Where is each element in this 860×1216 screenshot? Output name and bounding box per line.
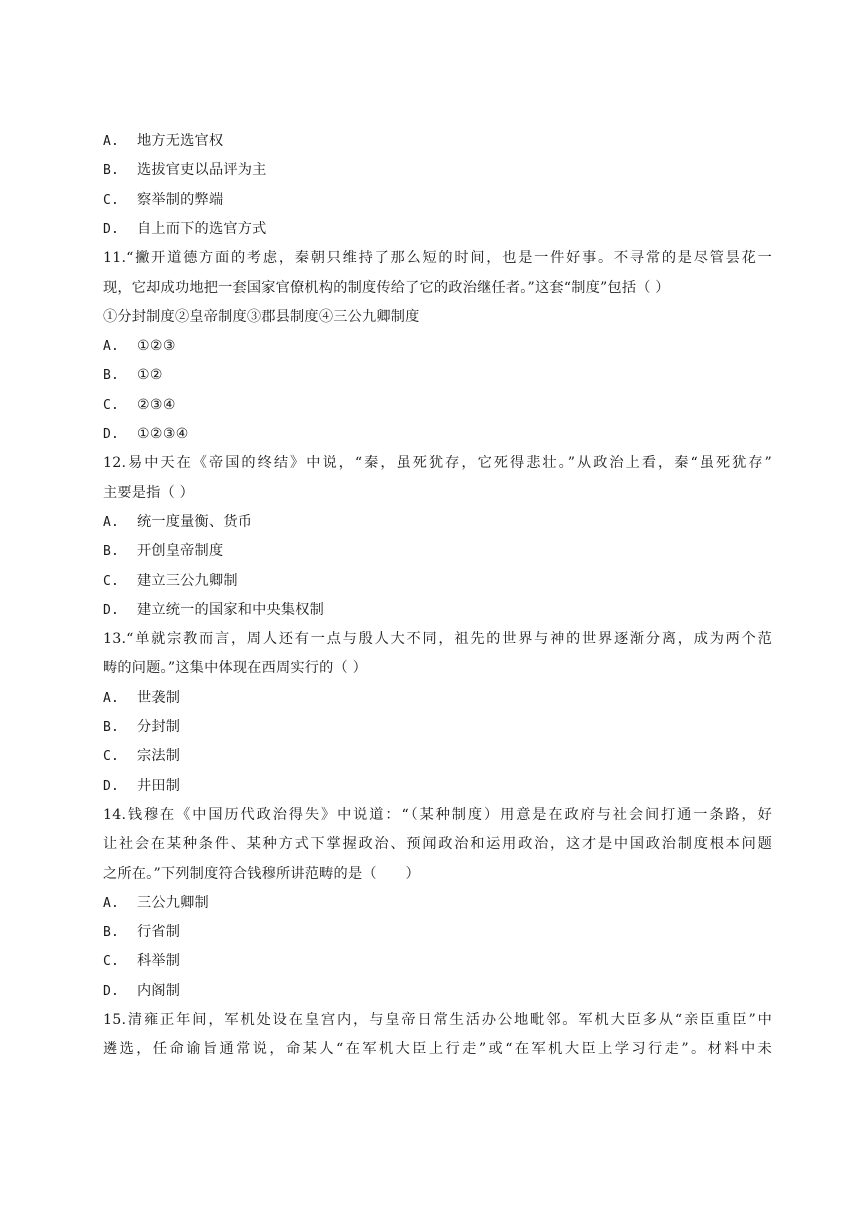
- option-text: 建立统一的国家和中央集权制: [137, 601, 325, 618]
- answer-option: [103, 131, 772, 152]
- option-text: 建立三公九卿制: [137, 572, 238, 589]
- option-letter: C.: [103, 397, 120, 413]
- answer-option: [103, 746, 772, 767]
- answer-option: [103, 951, 772, 972]
- option-letter: C.: [103, 573, 120, 589]
- answer-option: [103, 600, 772, 621]
- option-text: 科举制: [137, 953, 181, 970]
- answer-option: [103, 776, 772, 797]
- option-text: 宗法制: [137, 748, 181, 765]
- option-text: 井田制: [137, 777, 181, 794]
- option-letter: A.: [103, 339, 120, 355]
- answer-option: [103, 688, 772, 709]
- question-text-line: 13.“单就宗教而言，周人还有一点与殷人大不同，祖先的世界与神的世界逐渐分离，成为两个范: [103, 631, 772, 648]
- option-letter: B.: [103, 925, 120, 941]
- answer-option: [103, 893, 772, 914]
- question-text-line: 现，它却成功地把一套国家官僚机构的制度传给了它的政治继任者。”这套“制度”包括（ ）: [103, 279, 670, 296]
- option-text: 世袭制: [137, 689, 181, 706]
- option-letter: B.: [103, 544, 120, 560]
- option-letter: A.: [103, 514, 120, 530]
- answer-option: [103, 512, 772, 533]
- question-text-line: 主要是指（ ）: [103, 484, 195, 501]
- option-letter: D.: [103, 221, 120, 237]
- option-text: ②③④: [137, 396, 176, 413]
- option-text: 选拔官吏以品评为主: [137, 162, 267, 179]
- answer-option: [103, 190, 772, 211]
- answer-option: [103, 395, 772, 416]
- question-text-line: 12.易中天在《帝国的终结》中说，“秦，虽死犹存，它死得悲壮。”从政治上看，秦“虽死犹存”: [103, 455, 772, 472]
- question-text-line: 15.清雍正年间，军机处设在皇宫内，与皇帝日常生活办公地毗邻。军机大臣多从“亲臣重臣”中: [103, 1012, 772, 1028]
- question-text-line: 遴选，任命谕旨通常说，命某人“在军机大臣上行走”或“在军机大臣上学习行走”。材料中未: [103, 1041, 772, 1058]
- answer-option: [103, 219, 772, 240]
- option-letter: A.: [103, 895, 120, 911]
- option-text: 地方无选官权: [137, 133, 224, 149]
- answer-option: [103, 160, 772, 181]
- option-text: ①②: [137, 367, 163, 384]
- answer-option: [103, 424, 772, 445]
- option-letter: C.: [103, 192, 120, 208]
- option-letter: D.: [103, 778, 120, 794]
- answer-option: [103, 717, 772, 738]
- option-text: ①②③④: [137, 426, 189, 442]
- option-text: 三公九卿制: [137, 894, 209, 911]
- option-text: 统一度量衡、货币: [137, 513, 253, 530]
- option-letter: A.: [103, 690, 120, 706]
- option-letter: C.: [103, 954, 120, 970]
- answer-option: [103, 922, 772, 943]
- option-letter: B.: [103, 720, 120, 735]
- option-text: 察举制的弊端: [137, 191, 224, 208]
- option-letter: B.: [103, 163, 120, 179]
- option-text: ①②③: [137, 338, 176, 355]
- option-letter: C.: [103, 749, 120, 765]
- option-letter: B.: [103, 368, 120, 384]
- answer-option: [103, 365, 772, 386]
- option-text: 分封制: [137, 719, 181, 735]
- question-text-line: ①分封制度②皇帝制度③郡县制度④三公九卿制度: [103, 308, 420, 325]
- option-letter: D.: [103, 427, 120, 442]
- answer-option: [103, 571, 772, 592]
- option-text: 开创皇帝制度: [137, 543, 224, 560]
- option-text: 自上而下的选官方式: [137, 220, 267, 237]
- answer-option: [103, 981, 772, 1002]
- option-letter: D.: [103, 983, 120, 999]
- question-text-line: 之所在。”下列制度符合钱穆所讲范畴的是（ ）: [103, 865, 420, 882]
- question-text-line: 畴的问题。”这集中体现在西周实行的（ ）: [103, 660, 368, 677]
- option-text: 内阁制: [137, 982, 181, 999]
- option-letter: D.: [103, 602, 120, 618]
- question-text-line: 11.“撇开道德方面的考虑，秦朝只维持了那么短的时间，也是一件好事。不寻常的是尽管昙花一: [103, 250, 772, 267]
- question-text-line: 让社会在某种条件、某种方式下掌握政治、预闻政治和运用政治，这才是中国政治制度根本问题: [103, 836, 772, 853]
- answer-option: [103, 541, 772, 562]
- option-letter: A.: [103, 134, 120, 149]
- option-text: 行省制: [137, 924, 181, 941]
- question-text-line: 14.钱穆在《中国历代政治得失》中说道：“（某种制度）用意是在政府与社会间打通一条路，好: [103, 806, 772, 823]
- answer-option: [103, 336, 772, 357]
